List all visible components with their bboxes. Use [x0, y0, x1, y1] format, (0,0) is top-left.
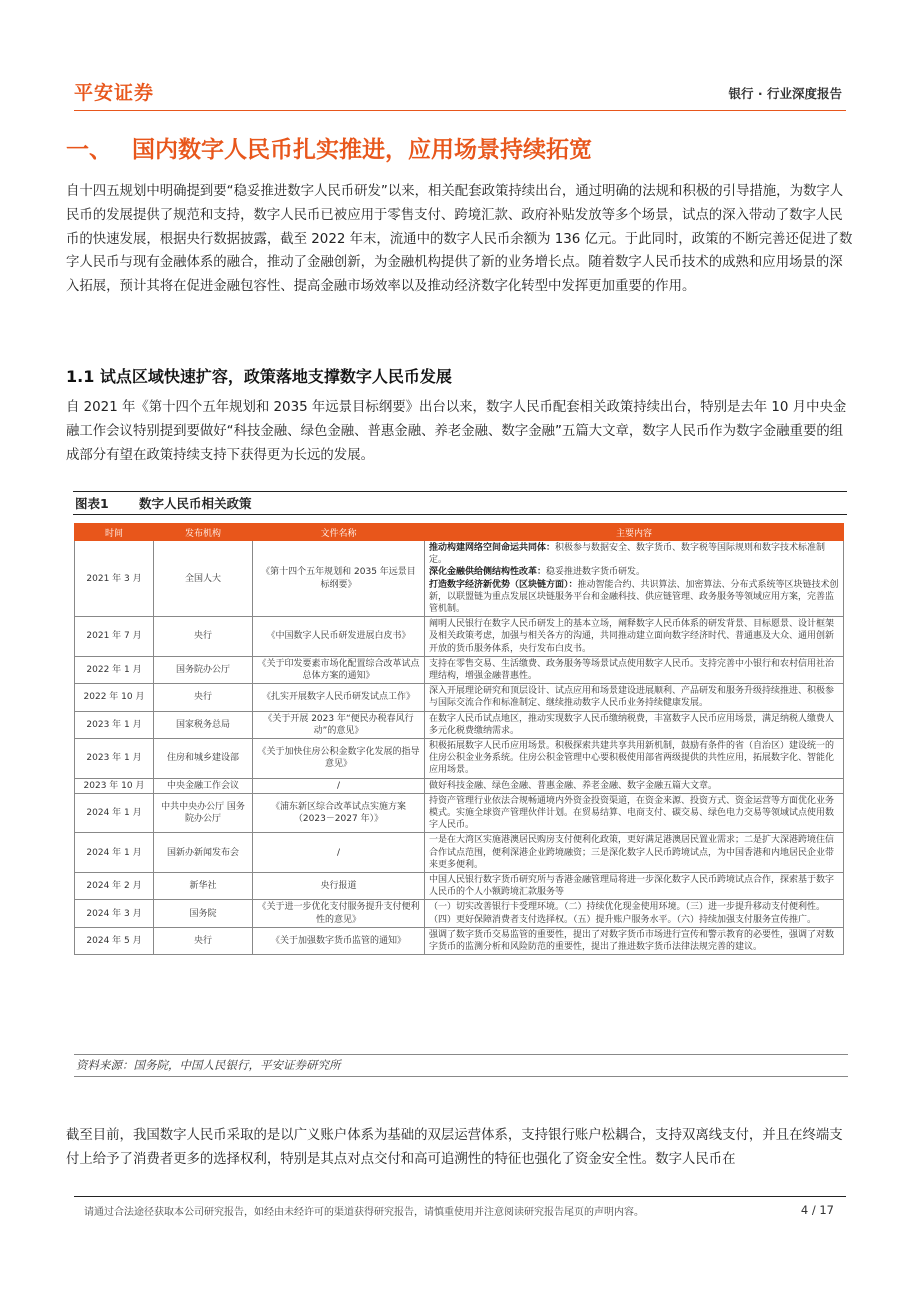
table-row: [75, 739, 844, 779]
cell-doc: 央行报道: [253, 873, 425, 900]
subsection-number: 1.1: [66, 367, 95, 386]
cell-content: 持资产管理行业依法合规畅通境内外资金投资渠道，在资金来源、投资方式、资金运营等方面优化业务模式。实施全球资产管理伙伴计划。在贸易结算、电商支付、碳交易、绿色电力交易等领域试点使用数字人民币。: [425, 793, 844, 833]
figure-header: [73, 491, 847, 515]
cell-content: [425, 541, 844, 617]
content-item-body: 推动智能合约、共识算法、加密算法、分布式系统等区块链技术创新，以联盟链为重点发展区块链服务平台和金融科技、供应链管理、政务服务等领域应用方案，完善监管机制。: [429, 579, 839, 615]
cell-content: 深入开展理论研究和顶层设计、试点应用和场景建设进展顺利、产品研发和服务升级持续推进、积极参与国际交流合作和标准制定、继续推动数字人民币业务持续健康发展。: [425, 684, 844, 711]
table-header-row: [75, 524, 844, 541]
policy-paragraph: 自 2021 年《第十四个五年规划和 2035 年远景目标纲要》出台以来，数字人民币配套相关政策持续出台，特别是去年 10 月中央金融工作会议特别提到要做好“科技金融、绿色金融、普惠金融、养老金融、数字金融”五篇大文章，数字人民币作为数字金融重要的组成部分有望在政策持续支持下获得更为长远的发展。: [66, 400, 847, 463]
cell-org: 国务院: [154, 900, 253, 927]
cell-org: 中共中央办公厅 国务院办公厅: [154, 793, 253, 833]
cell-org: 国家税务总局: [154, 711, 253, 738]
cell-content: 支持在零售交易、生活缴费、政务服务等场景试点使用数字人民币。支持完善中小银行和农村信用社治理结构，增强金融普惠性。: [425, 656, 844, 683]
cell-content: 中国人民银行数字货币研究所与香港金融管理局将进一步深化数字人民币跨境试点合作，探索基于数字人民币的个人小额跨境汇款服务等: [425, 873, 844, 900]
cell-doc: 《关于进一步优化支付服务提升支付便利性的意见》: [253, 900, 425, 927]
cell-org: 国务院办公厅: [154, 656, 253, 683]
column-header-doc: 文件名称: [253, 524, 425, 541]
cell-date: 2024 年 2 月: [75, 873, 154, 900]
table-row: [75, 711, 844, 738]
content-item-heading: 深化金融供给侧结构性改革：: [429, 567, 547, 578]
cell-org: 中央金融工作会议: [154, 778, 253, 793]
cell-org: 全国人大: [154, 541, 253, 617]
cell-doc: /: [253, 833, 425, 873]
cell-doc: 《关于开展 2023 年“便民办税春风行动”的意见》: [253, 711, 425, 738]
intro-paragraph: 自十四五规划中明确提到要“稳妥推进数字人民币研发”以来，相关配套政策持续出台，通过明确的法规和积极的引导措施，为数字人民币的发展提供了规范和支持，数字人民币已被应用于零售支付、跨境汇款、政府补贴发放等多个场景，试点的深入带动了数字人民币的快速发展，根据央行数据披露，截至 2022 年末，流通中的数字人民币余额为 136 亿元。于此同时，政策的不断完善还促进了数字人民币与现有金融体系的融合，推动了金融创新，为金融机构提供了新的业务增长点。随着数字人民币技术的成熟和应用场景的深入拓展，预计其将在促进金融包容性、提高金融市场效率以及推动经济数字化转型中发挥更加重要的作用。: [66, 184, 853, 295]
subsection-title: [66, 364, 452, 387]
figure-source: 资料来源：国务院，中国人民银行，平安证券研究所: [74, 1054, 848, 1077]
column-header-content: 主要内容: [425, 524, 844, 541]
section-title-text: 国内数字人民币扎实推进，应用场景持续拓宽: [132, 137, 592, 163]
cell-date: 2023 年 10 月: [75, 778, 154, 793]
cell-doc: 《浦东新区综合改革试点实施方案（2023－2027 年）》: [253, 793, 425, 833]
closing-paragraph: 截至目前，我国数字人民币采取的是以广义账户体系为基础的双层运营体系，支持银行账户松耦合，支持双离线支付，并且在终端支付上给予了消费者更多的选择权利，特别是其点对点交付和高可追溯性的特征也强化了资金安全性。数字人民币在: [66, 1128, 843, 1167]
table-row: [75, 900, 844, 927]
cell-date: 2024 年 5 月: [75, 927, 154, 954]
cell-content: （一）切实改善银行卡受理环境。（二）持续优化现金使用环境。（三）进一步提升移动支付便利性。（四）更好保障消费者支付选择权。（五）提升账户服务水平。（六）持续加强支付服务宣传推广。: [425, 900, 844, 927]
table-row: [75, 541, 844, 617]
section-number: 一、: [66, 137, 112, 163]
cell-doc: /: [253, 778, 425, 793]
cell-date: 2021 年 7 月: [75, 617, 154, 657]
content-item-body: 稳妥推进数字货币研发。: [546, 567, 646, 578]
figure-label: 图表1: [75, 496, 109, 511]
cell-date: 2023 年 1 月: [75, 711, 154, 738]
cell-content: 一是在大湾区实施港澳居民购房支付便利化政策，更好满足港澳居民置业需求；二是扩大深港跨境住信合作试点范围，便利深港企业跨境融资；三是深化数字人民币跨境试点，为中国香港和内地居民企业带来更多便利。: [425, 833, 844, 873]
policy-table: [74, 523, 844, 955]
footer-divider: [74, 1196, 846, 1197]
cell-date: 2022 年 10 月: [75, 684, 154, 711]
cell-org: 央行: [154, 617, 253, 657]
cell-doc: 《关于印发要素市场化配置综合改革试点总体方案的通知》: [253, 656, 425, 683]
page-header: [74, 76, 846, 110]
cell-date: 2024 年 3 月: [75, 900, 154, 927]
report-type: 银行 · 行业深度报告: [728, 86, 842, 101]
cell-date: 2021 年 3 月: [75, 541, 154, 617]
cell-org: 新华社: [154, 873, 253, 900]
table-row: [75, 927, 844, 954]
cell-content: 在数字人民币试点地区，推动实现数字人民币缴纳税费，丰富数字人民币应用场景，满足纳税人缴费人多元化税费缴纳需求。: [425, 711, 844, 738]
table-row: [75, 684, 844, 711]
column-header-date: 时间: [75, 524, 154, 541]
cell-doc: 《扎实开展数字人民币研发试点工作》: [253, 684, 425, 711]
cell-doc: 《中国数字人民币研发进展白皮书》: [253, 617, 425, 657]
cell-org: 央行: [154, 684, 253, 711]
section-title: [66, 131, 592, 164]
footer-disclaimer: 请通过合法途径获取本公司研究报告，如经由未经许可的渠道获得研究报告，请慎重使用并注意阅读研究报告尾页的声明内容。: [84, 1207, 644, 1218]
header-divider: [74, 110, 846, 111]
cell-org: 央行: [154, 927, 253, 954]
page-number: 4 / 17: [800, 1203, 834, 1217]
brand-logo: 平安证券: [74, 82, 155, 104]
table-row: [75, 778, 844, 793]
content-item-body: 积极参与数据安全、数字货币、数字税等国际规则和数字技术标准制定。: [429, 543, 826, 566]
cell-date: 2023 年 1 月: [75, 739, 154, 779]
figure-title: 数字人民币相关政策: [139, 496, 252, 511]
cell-org: 住房和城乡建设部: [154, 739, 253, 779]
cell-date: 2024 年 1 月: [75, 833, 154, 873]
table-row: [75, 833, 844, 873]
column-header-org: 发布机构: [154, 524, 253, 541]
content-item-heading: 推动构建网络空间命运共同体：: [429, 543, 556, 553]
cell-content: 做好科技金融、绿色金融、普惠金融、养老金融、数字金融五篇大文章。: [425, 778, 844, 793]
cell-content: 强调了数字货币交易监管的重要性，提出了对数字货币市场进行宣传和警示教育的必要性，强调了对数字货币的监测分析和风险防范的重要性，提出了推进数字货币法律法规完善的建议。: [425, 927, 844, 954]
cell-content: 积极拓展数字人民币应用场景。积极探索共建共享共用新机制，鼓励有条件的省（自治区）建设统一的住房公积金业务系统。住房公积金管理中心要积极使用部省两级提供的共性应用，拓展数字化、智能化应用场景。: [425, 739, 844, 779]
cell-date: 2022 年 1 月: [75, 656, 154, 683]
subsection-title-text: 试点区域快速扩容，政策落地支撑数字人民币发展: [99, 367, 452, 386]
cell-date: 2024 年 1 月: [75, 793, 154, 833]
table-row: [75, 873, 844, 900]
cell-doc: 《关于加快住房公积金数字化发展的指导意见》: [253, 739, 425, 779]
table-row: [75, 656, 844, 683]
cell-doc: 《关于加强数字货币监管的通知》: [253, 927, 425, 954]
cell-doc: 《第十四个五年规划和 2035 年远景目标纲要》: [253, 541, 425, 617]
table-row: [75, 793, 844, 833]
content-item-heading: 打造数字经济新优势（区块链方面）：: [429, 579, 578, 590]
cell-content: 阐明人民银行在数字人民币研发上的基本立场，阐释数字人民币体系的研发背景、目标愿景、设计框架及相关政策考虑，加强与相关各方的沟通，共同推动建立面向数字经济时代、普通惠及大众、通用创新开放的货币服务体系，央行发布白皮书。: [425, 617, 844, 657]
table-row: [75, 617, 844, 657]
cell-org: 国新办新闻发布会: [154, 833, 253, 873]
